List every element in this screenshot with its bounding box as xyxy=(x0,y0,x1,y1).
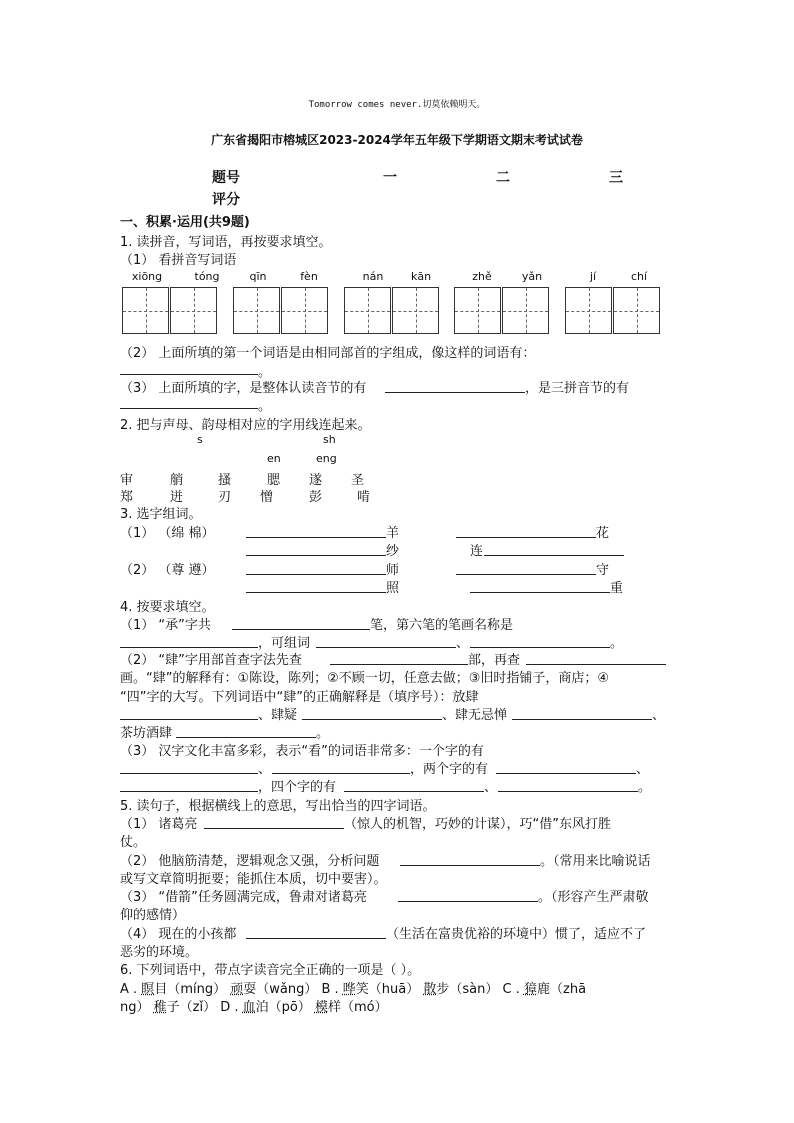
pinyin-label: kān xyxy=(410,270,432,283)
final-eng: eng xyxy=(316,452,337,465)
option-text: 鹿（zhā xyxy=(537,982,587,997)
writing-box[interactable] xyxy=(392,287,439,334)
q5-c2: 。（形容产生严肃敬 xyxy=(538,890,649,905)
answer-line[interactable] xyxy=(498,791,638,792)
q6-stem: 6. 下列词语中，带点字读音完全正确的一项是（ ）。 xyxy=(120,963,421,978)
answer-line[interactable] xyxy=(470,592,610,593)
punct: 、 xyxy=(484,780,498,795)
writing-box[interactable] xyxy=(233,287,280,334)
answer-line[interactable] xyxy=(316,647,456,648)
answer-line[interactable] xyxy=(120,791,258,792)
answer-line[interactable] xyxy=(526,664,666,665)
punct: 。 xyxy=(258,365,272,380)
char-item[interactable]: 啃 xyxy=(357,490,371,505)
dotted-char: 模 xyxy=(314,1000,328,1015)
answer-line[interactable] xyxy=(204,828,344,829)
q6-options-line2[interactable] xyxy=(120,996,388,1015)
writing-box[interactable] xyxy=(344,287,391,334)
q4-a3: ，可组词 xyxy=(258,636,311,651)
writing-box[interactable] xyxy=(613,287,660,334)
q1-sub2: （2） 上面所填的第一个词语是由相同部首的字组成，像这样的词语有： xyxy=(120,346,536,361)
writing-box[interactable] xyxy=(122,287,169,334)
q1-sub3-b: ，是三拼音节的有 xyxy=(525,381,630,396)
score-col-label: 题号 xyxy=(212,170,240,186)
char-item[interactable]: 审 xyxy=(120,473,134,488)
answer-line[interactable] xyxy=(232,629,370,630)
char-item[interactable]: 艄 xyxy=(170,473,184,488)
q4-b3: 画。“肆”的解释有：①陈设，陈列；②不顾一切，任意去做；③旧时指铺子，商店；④ xyxy=(120,671,610,686)
score-col-1: 一 xyxy=(383,170,397,186)
word-suffix: 照 xyxy=(386,581,400,596)
answer-line[interactable] xyxy=(272,773,410,774)
q5-d1: （4） 现在的小孩都 xyxy=(120,927,237,942)
option-text: 笑（huā） xyxy=(355,982,424,997)
answer-line[interactable] xyxy=(484,555,624,556)
q5-b3: 或写文章简明扼要；能抓住本质，切中要害）。 xyxy=(120,872,387,887)
answer-line[interactable] xyxy=(496,773,636,774)
writing-box[interactable] xyxy=(565,287,612,334)
final-en: en xyxy=(267,452,281,465)
answer-line[interactable] xyxy=(344,791,484,792)
dotted-char: 血 xyxy=(242,1000,256,1015)
pinyin-label: tóng xyxy=(194,270,220,283)
q5-b1: （2） 他脑筋清楚，逻辑观念又强，分析问题 xyxy=(120,854,380,869)
q5-a1: （1） 诸葛亮 xyxy=(120,817,198,832)
page-header: Tomorrow comes never.切莫依赖明天。 xyxy=(308,100,486,110)
q5-c3: 仰的感情） xyxy=(120,908,186,923)
q4-b8: 茶坊酒肆 xyxy=(120,726,173,741)
q5-stem: 5. 读句子，根据横线上的意思，写出恰当的四字词语。 xyxy=(120,799,436,814)
char-item[interactable]: 郑 xyxy=(120,490,134,505)
q5-c1: （3） “借箭”任务圆满完成，鲁肃对诸葛亮 xyxy=(120,890,367,905)
char-item[interactable]: 遂 xyxy=(309,473,323,488)
answer-line[interactable] xyxy=(246,555,386,556)
initial-s: s xyxy=(197,433,203,446)
word-prefix: 连 xyxy=(470,544,484,559)
pinyin-label: qīn xyxy=(249,270,267,283)
answer-line[interactable] xyxy=(470,647,610,648)
pinyin-label: xiōng xyxy=(131,270,163,283)
option-text: 样（mó） xyxy=(328,1000,388,1015)
punct: 。 xyxy=(610,636,624,651)
option-text: 子（zǐ） D . xyxy=(166,1000,243,1015)
q4-stem: 4. 按要求填空。 xyxy=(120,600,215,615)
answer-line[interactable] xyxy=(385,392,525,393)
punct: 。 xyxy=(638,780,652,795)
q3-row1: （1） （绵 棉） xyxy=(120,526,215,541)
q3-stem: 3. 选字组词。 xyxy=(120,507,202,522)
punct: 、 xyxy=(636,762,650,777)
q1-stem: 1. 读拼音，写词语，再按要求填空。 xyxy=(120,235,332,250)
option-text: 目（míng） xyxy=(154,982,231,997)
char-item[interactable]: 彭 xyxy=(309,490,323,505)
dotted-char: 顽 xyxy=(230,982,244,997)
char-item[interactable]: 腮 xyxy=(267,473,281,488)
answer-line[interactable] xyxy=(456,537,596,538)
q4-b1: （2） “肆”字用部首查字法先查 xyxy=(120,653,302,668)
word-suffix: 守 xyxy=(596,563,610,578)
punct: 。 xyxy=(258,399,272,414)
char-item[interactable]: 迸 xyxy=(170,490,184,505)
answer-line[interactable] xyxy=(176,737,316,738)
punct: 、 xyxy=(258,762,272,777)
answer-line[interactable] xyxy=(120,408,258,409)
initial-sh: sh xyxy=(323,433,336,446)
answer-line[interactable] xyxy=(400,865,540,866)
answer-line[interactable] xyxy=(512,719,652,720)
word-suffix: 纱 xyxy=(386,544,400,559)
answer-line[interactable] xyxy=(120,374,258,375)
q4-b5: 、肆疑 xyxy=(258,708,298,723)
option-text: 泊（pō） xyxy=(255,1000,315,1015)
word-suffix: 师 xyxy=(386,563,400,578)
answer-line[interactable] xyxy=(246,574,386,575)
q4-a2: 笔，第六笔的笔画名称是 xyxy=(370,618,514,633)
answer-line[interactable] xyxy=(398,901,538,902)
q5-a2: （惊人的机智，巧妙的计谋），巧“借”东风打胜 xyxy=(344,817,611,832)
char-item[interactable]: 刃 xyxy=(218,490,232,505)
score-col-3: 三 xyxy=(609,170,623,186)
dotted-char: 瞑 xyxy=(141,982,155,997)
q1-sub1: （1） 看拼音写词语 xyxy=(120,253,237,268)
pinyin-label: zhě xyxy=(472,270,492,283)
pinyin-label: yǎn xyxy=(521,270,543,283)
answer-line[interactable] xyxy=(120,647,258,648)
answer-line[interactable] xyxy=(302,719,442,720)
answer-line[interactable] xyxy=(246,592,386,593)
q5-d2: （生活在富贵优裕的环境中）惯了，适应不了 xyxy=(386,927,647,942)
score-row-label: 评分 xyxy=(212,192,240,208)
q6-options-line1[interactable] xyxy=(120,978,586,997)
answer-line[interactable] xyxy=(246,537,386,538)
q4-c5: ，四个字的有 xyxy=(258,780,337,795)
option-text: 步（sàn） C . xyxy=(436,982,524,997)
dotted-char: 散 xyxy=(423,982,437,997)
q4-c1: （3） 汉字文化丰富多彩，表示“看”的词语非常多：一个字的有 xyxy=(120,744,484,759)
char-item[interactable]: 搔 xyxy=(218,473,232,488)
answer-line[interactable] xyxy=(120,719,258,720)
score-col-2: 二 xyxy=(496,170,510,186)
q2-stem: 2. 把与声母、韵母相对应的字用线连起来。 xyxy=(120,418,371,433)
punct: 、 xyxy=(456,636,470,651)
pinyin-label: chí xyxy=(630,270,648,283)
answer-line[interactable] xyxy=(246,938,386,939)
option-text: ng） xyxy=(120,1000,154,1015)
dotted-char: 哗 xyxy=(342,982,356,997)
q4-b4: “四”字的大写。下列词语中“肆”的正确解释是（填序号）：放肆 xyxy=(120,690,479,705)
dotted-char: 稚 xyxy=(153,1000,167,1015)
char-item[interactable]: 憎 xyxy=(260,490,274,505)
q5-d3: 恶劣的环境。 xyxy=(120,945,199,960)
char-item[interactable]: 圣 xyxy=(351,473,365,488)
q3-row2: （2） （尊 遵） xyxy=(120,563,215,578)
q4-c3: ，两个字的有 xyxy=(410,762,489,777)
word-suffix: 重 xyxy=(610,581,624,596)
pinyin-label: jí xyxy=(589,270,597,283)
answer-line[interactable] xyxy=(330,664,468,665)
writing-box[interactable] xyxy=(281,287,328,334)
section-heading: 一、积累·运用(共9题) xyxy=(120,215,250,230)
q4-a1: （1） “承”字共 xyxy=(120,618,211,633)
writing-box[interactable] xyxy=(454,287,501,334)
pinyin-label: nán xyxy=(362,270,384,283)
answer-line[interactable] xyxy=(456,574,596,575)
pinyin-label: fèn xyxy=(300,270,318,283)
word-suffix: 羊 xyxy=(386,526,400,541)
option-text: 耍（wǎng） B . xyxy=(243,982,343,997)
dotted-char: 獐 xyxy=(523,982,537,997)
answer-line[interactable] xyxy=(120,773,258,774)
q5-b2: 。（常用来比喻说话 xyxy=(540,854,651,869)
exam-title: 广东省揭阳市榕城区2023-2024学年五年级下学期语文期末考试试卷 xyxy=(211,133,583,147)
option-label: A . xyxy=(120,982,142,997)
writing-box[interactable] xyxy=(170,287,217,334)
q4-b2: 部，再查 xyxy=(468,653,521,668)
q5-a3: 仗。 xyxy=(120,835,147,850)
punct: 、 xyxy=(652,708,666,723)
writing-box[interactable] xyxy=(502,287,549,334)
q1-sub3: （3） 上面所填的字，是整体认读音节的有 xyxy=(120,381,367,396)
word-suffix: 花 xyxy=(596,526,610,541)
punct: 。 xyxy=(316,726,330,741)
q4-b6: 、肆无忌惮 xyxy=(442,708,508,723)
